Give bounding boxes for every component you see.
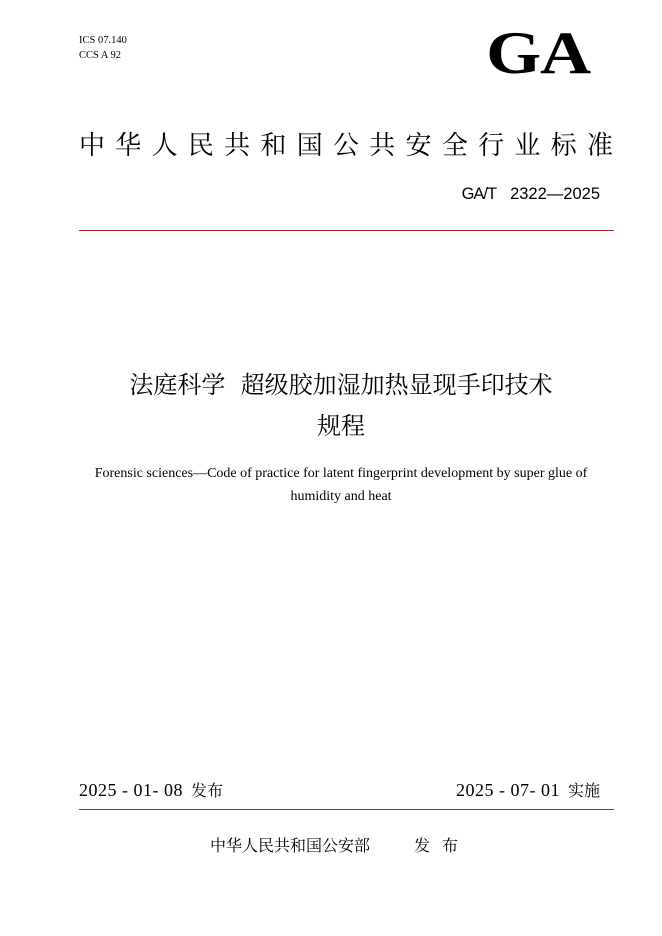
classification-codes bbox=[79, 33, 127, 63]
standard-category-char: 国 bbox=[296, 131, 323, 161]
standard-category-char: 人 bbox=[151, 131, 178, 161]
title-chinese bbox=[60, 365, 622, 447]
bottom-divider bbox=[79, 809, 614, 810]
title-english: Forensic sciences—Code of practice for latent fingerprint development by super glue of humidity and heat bbox=[94, 466, 588, 504]
standard-category-char: 民 bbox=[187, 131, 214, 161]
standard-category-char: 业 bbox=[514, 131, 541, 161]
standard-category-char: 全 bbox=[441, 131, 468, 161]
publisher-row bbox=[210, 834, 470, 858]
publisher-name: 中华人民共和国公安部 bbox=[210, 836, 371, 855]
issue-label: 发布 bbox=[191, 781, 224, 800]
ccs-code: CCS A 92 bbox=[79, 50, 122, 61]
implementation-date-row bbox=[456, 778, 600, 803]
standard-code: GA/T bbox=[461, 185, 497, 203]
standard-category-char: 行 bbox=[478, 131, 505, 161]
implementation-date: 2025 - 07- 01 bbox=[455, 780, 560, 800]
standard-category-char: 共 bbox=[369, 131, 396, 161]
standard-category-char: 和 bbox=[260, 131, 287, 161]
ga-logo: GA bbox=[486, 20, 590, 86]
standard-category-char: 华 bbox=[115, 131, 142, 161]
standard-category bbox=[79, 128, 613, 164]
title-chinese-line-2: 规程 bbox=[317, 412, 365, 440]
standard-number bbox=[462, 183, 600, 205]
publish-action: 发布 bbox=[414, 836, 471, 855]
standard-category-char: 公 bbox=[332, 131, 359, 161]
standard-year-number: 2322—2025 bbox=[510, 185, 600, 203]
title-chinese-line-1: 法庭科学 超级胶加湿加热显现手印技术 bbox=[129, 371, 553, 399]
standard-category-char: 准 bbox=[586, 131, 613, 161]
standard-category-char: 标 bbox=[550, 131, 577, 161]
ics-code: ICS 07.140 bbox=[79, 35, 127, 46]
issue-date: 2025 - 01- 08 bbox=[79, 780, 183, 800]
implementation-label: 实施 bbox=[567, 781, 600, 800]
standard-category-char: 安 bbox=[405, 131, 432, 161]
top-divider bbox=[79, 230, 614, 231]
issue-date-row bbox=[79, 778, 223, 803]
standard-category-char: 中 bbox=[79, 131, 106, 161]
standard-category-char: 共 bbox=[224, 131, 251, 161]
